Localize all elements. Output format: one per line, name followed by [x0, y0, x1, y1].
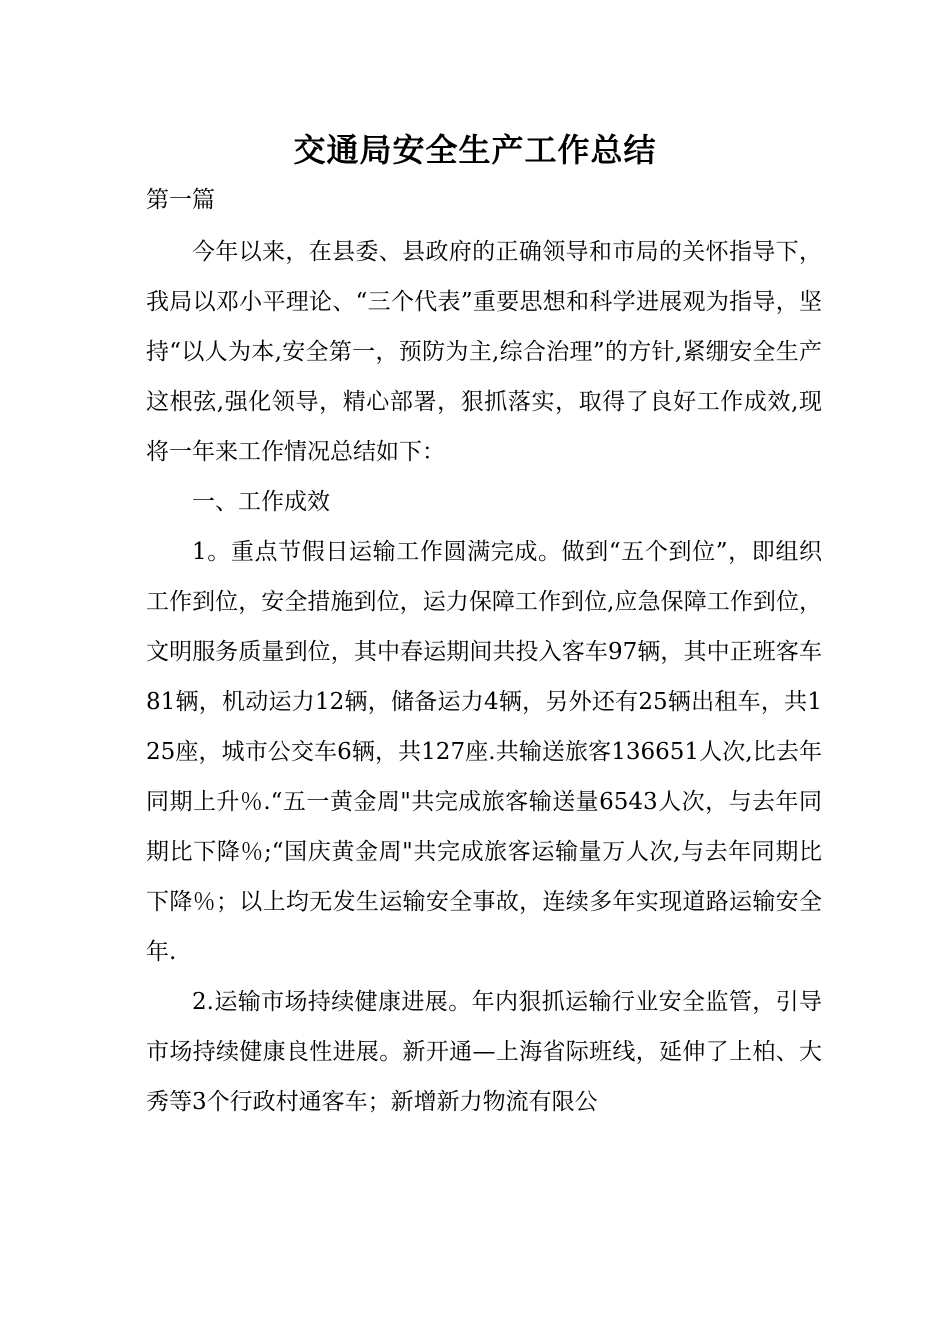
- paragraph-intro: 今年以来，在县委、县政府的正确领导和市局的关怀指导下，我局以邓小平理论、“三个代表”重要思想和科学进展观为指导，坚持“以人为本,安全第一，预防为主,综合治理”的方针,紧绷安全生产这根弦,强化领导，精心部署，狠抓落实，取得了良好工作成效,现将一年来工作情况总结如下：: [146, 239, 822, 465]
- paragraph-item-2: 2.运输市场持续健康进展。年内狠抓运输行业安全监管，引导市场持续健康良性进展。新开通—上海省际班线，延伸了上柏、大秀等3个行政村通客车；新增新力物流有限公: [146, 989, 822, 1115]
- section-heading: 一、工作成效: [192, 489, 330, 515]
- paragraph-item-1: 1。重点节假日运输工作圆满完成。做到“五个到位”，即组织工作到位，安全措施到位，运力保障工作到位,应急保障工作到位，文明服务质量到位，其中春运期间共投入客车97辆，其中正班客车81辆，机动运力12辆，储备运力4辆，另外还有25辆出租车，共125座，城市公交车6辆，共127座.共输送旅客136651人次,比去年同期上升％.“五一黄金周"共完成旅客输送量6543人次，与去年同期比下降％;“国庆黄金周"共完成旅客运输量万人次,与去年同期比下降％；以上均无发生运输安全事故，连续多年实现道路运输安全年.: [146, 539, 822, 965]
- section-label: 第一篇: [146, 187, 215, 213]
- document-body: [146, 227, 822, 1127]
- document-title: 交通局安全生产工作总结: [293, 131, 657, 169]
